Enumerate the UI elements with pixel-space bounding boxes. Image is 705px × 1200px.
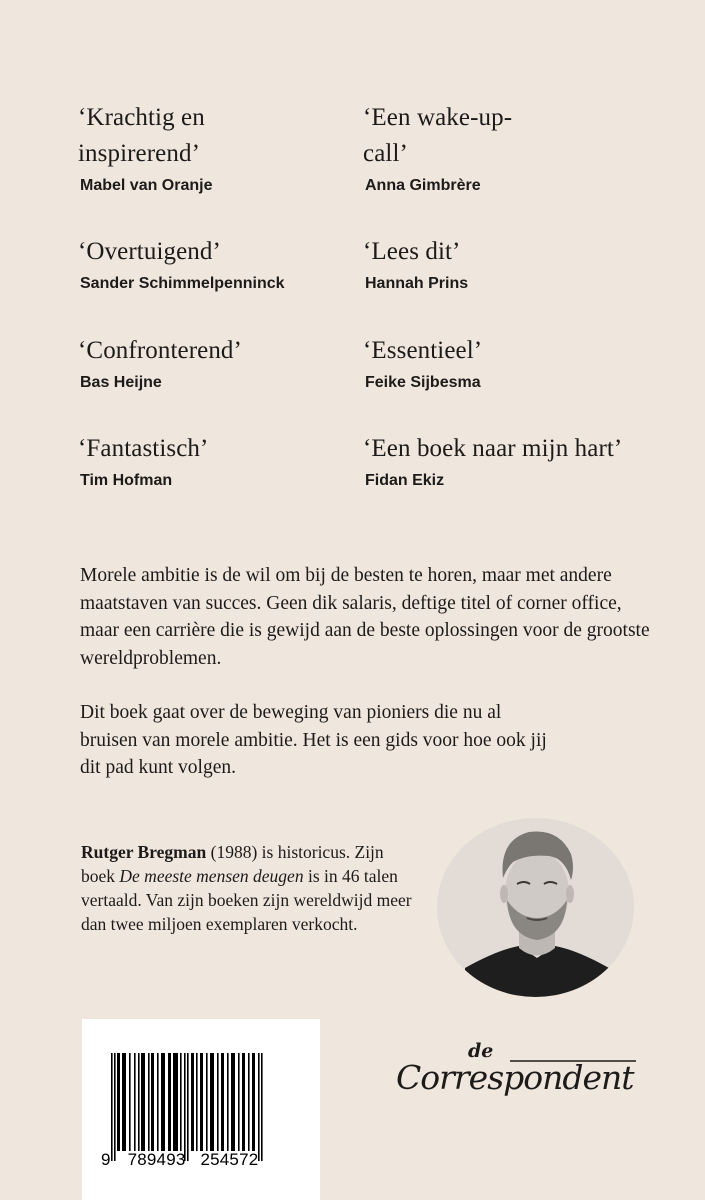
author-name: Rutger Bregman [81, 842, 207, 862]
publisher-logo [390, 1040, 640, 1110]
author-portrait-icon [437, 818, 634, 997]
logo-correspondent: Correspondent [396, 1058, 634, 1097]
bio-text: (1988) is historicus. Zijn boek [81, 842, 384, 886]
isbn-group-2: 254572 [200, 1150, 259, 1169]
quote-item [78, 431, 378, 491]
bio-text: is in 46 talen vertaald. Van zijn boeken zijn wereldwijd meer dan twee miljoen exemplaren verkocht. [81, 866, 412, 934]
quote-item [363, 431, 683, 491]
quote-text: ‘Confronterend’ [78, 337, 242, 364]
quote-author: Anna Gimbrère [365, 177, 481, 194]
blurb-paragraph: Morele ambitie is de wil om bij de besten te horen, maar met andere maatstaven van succes. Geen dik salaris, deftige titel of corner office, maar een carrière die is gewijd aan de beste oplossingen voor de grootste wereldproblemen. [80, 565, 650, 669]
quote-text: ‘Overtuigend’ [78, 238, 221, 265]
logo-underline-icon [510, 1058, 640, 1064]
barcode-icon [111, 1053, 263, 1161]
quote-author: Feike Sijbesma [365, 374, 481, 391]
isbn-group-1: 789493 [127, 1150, 186, 1169]
quote-text: ‘Een boek naar mijn hart’ [363, 435, 623, 462]
quote-item [363, 333, 663, 393]
quote-text: ‘Een wake-up-call’ [363, 104, 513, 167]
quote-item [78, 100, 378, 196]
quote-text: ‘Fantastisch’ [78, 435, 209, 462]
blurb-paragraph: Dit boek gaat over de beweging van pioniers die nu al bruisen van morele ambitie. Het is een gids voor hoe ook jij dit pad kunt volgen. [80, 702, 547, 778]
isbn-prefix: 9 [101, 1150, 111, 1169]
quote-author: Mabel van Oranje [80, 177, 213, 194]
isbn-number [101, 1150, 258, 1170]
book-title: De meeste mensen deugen [119, 866, 304, 886]
quote-text: ‘Essentieel’ [363, 337, 483, 364]
author-bio [81, 840, 421, 936]
quote-item [78, 333, 378, 393]
quote-author: Fidan Ekiz [365, 472, 445, 489]
quote-item [78, 234, 378, 294]
quote-text: ‘Lees dit’ [363, 238, 461, 265]
quote-author: Tim Hofman [80, 472, 173, 489]
isbn-barcode [82, 1019, 320, 1200]
quote-text: ‘Krachtig en inspirerend’ [78, 104, 205, 167]
author-portrait [437, 818, 634, 997]
quote-item [363, 234, 663, 294]
book-blurb [80, 562, 660, 809]
quote-item [363, 100, 663, 196]
quote-author: Hannah Prins [365, 275, 469, 292]
quote-author: Bas Heijne [80, 374, 162, 391]
logo-de: de [468, 1040, 494, 1062]
quote-author: Sander Schimmelpenninck [80, 275, 285, 292]
